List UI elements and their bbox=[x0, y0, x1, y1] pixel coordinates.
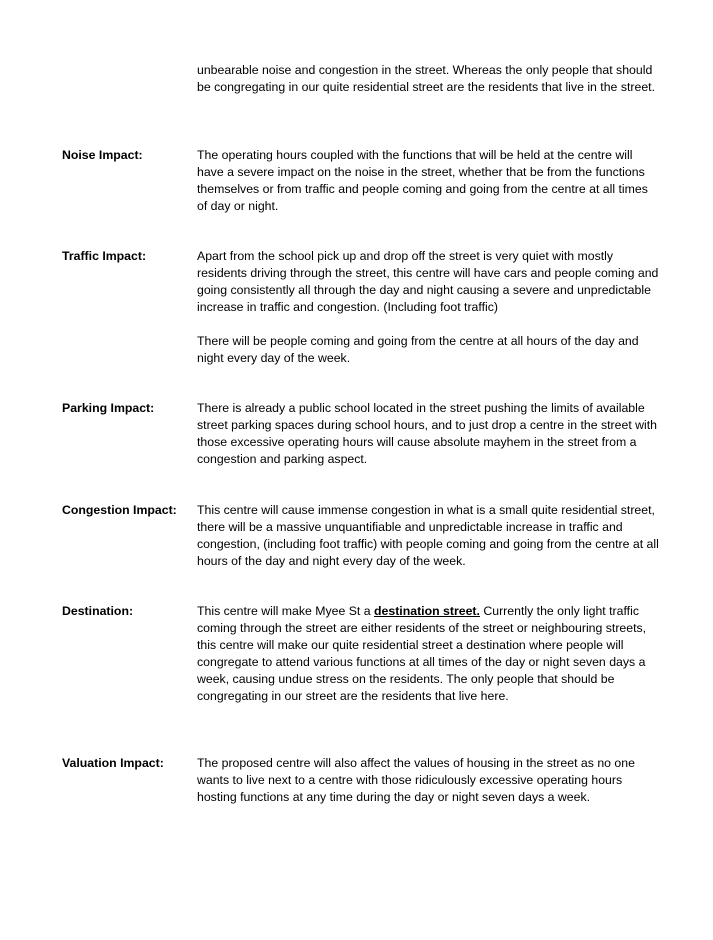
destination-lead-text: This centre will make Myee St a bbox=[197, 604, 371, 618]
destination-label: Destination: bbox=[62, 604, 134, 618]
noise-impact-label: Noise Impact: bbox=[62, 148, 143, 162]
valuation-impact-label: Valuation Impact: bbox=[62, 756, 164, 770]
traffic-impact-paragraph-2: There will be people coming and going from the centre at all hours of the day and night every day of the week. bbox=[197, 334, 639, 365]
destination-street-emphasis: destination street. bbox=[374, 604, 480, 618]
parking-impact-label: Parking Impact: bbox=[62, 401, 155, 415]
noise-impact-paragraph: The operating hours coupled with the functions that will be held at the centre will have a severe impact on the noise in the street, whether that be from the functions themselves or from traffic and people coming and going from the centre at all times of day or night. bbox=[197, 148, 648, 213]
traffic-impact-label: Traffic Impact: bbox=[62, 249, 147, 263]
valuation-impact-paragraph: The proposed centre will also affect the values of housing in the street as no one wants to live next to a centre with those ridiculously excessive operating hours hosting functions at any time during the day or night seven days a week. bbox=[197, 756, 635, 804]
congestion-impact-label: Congestion Impact: bbox=[62, 503, 177, 517]
congestion-impact-paragraph: This centre will cause immense congestion in what is a small quite residential street, there will be a massive unquantifiable and unpredictable increase in traffic and congestion, (including foot traffic) with people coming and going from the centre at all hours of the day and night every day of the week. bbox=[197, 503, 659, 568]
intro-paragraph: unbearable noise and congestion in the street. Whereas the only people that should be congregating in our quite residential street are the residents that live in the street. bbox=[197, 63, 655, 94]
parking-impact-paragraph: There is already a public school located in the street pushing the limits of available street parking spaces during school hours, and to just drop a centre in the street with those excessive operating hours will cause absolute mayhem in the street from a congestion and parking aspect. bbox=[197, 401, 658, 466]
destination-paragraph bbox=[197, 603, 659, 705]
destination-rest-text: Currently the only light traffic coming through the street are either residents of the street or neighbouring streets, this centre will make our quite residential street a destination where people will congregate to attend various functions at all times of the day or night seven days a week, causing undue stress on the residents. The only people that should be congregating in our street are the residents that live here. bbox=[197, 604, 647, 703]
traffic-impact-paragraph: Apart from the school pick up and drop off the street is very quiet with mostly residents driving through the street, this centre will have cars and people coming and going consistently all through the day and night causing a severe and unpredictable increase in traffic and congestion. (Including foot traffic) bbox=[197, 249, 659, 314]
